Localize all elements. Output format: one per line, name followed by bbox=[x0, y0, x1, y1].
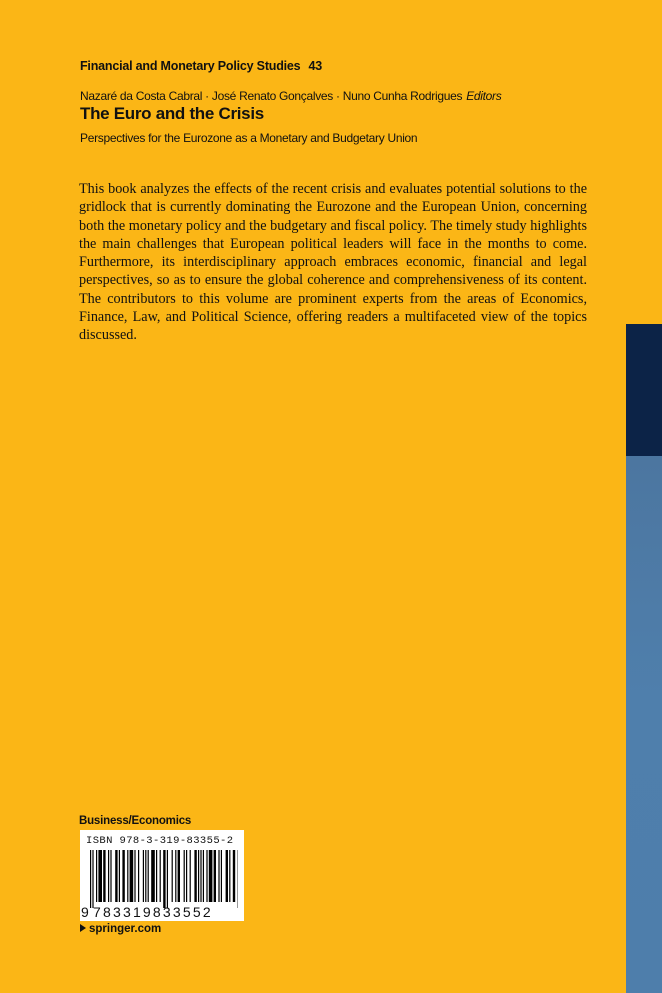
series-number: 43 bbox=[308, 59, 322, 73]
publisher-link[interactable] bbox=[80, 923, 161, 935]
arrow-right-icon bbox=[80, 924, 86, 932]
blurb-paragraph: This book analyzes the effects of the recent crisis and evaluates potential solutions to the gridlock that is currently dominating the Eurozone and the European Union, concerning both the monetary policy and the budgetary and fiscal policy. The timely study highlights the main challenges that European political leaders will face in the months to come. Furthermore, its interdisciplinary approach embraces economic, financial and legal perspectives, so as to ensure the global coherence and comprehensiveness of its content. The contributors to this volume are prominent experts from the areas of Economics, Finance, Law, and Political Science, offering readers a multifaceted view of the topics discussed. bbox=[79, 181, 587, 344]
category-label: Business/Economics bbox=[79, 815, 192, 827]
barcode-bars bbox=[90, 850, 238, 908]
publisher-link-label: springer.com bbox=[89, 923, 162, 935]
book-title: The Euro and the Crisis bbox=[80, 104, 264, 123]
editors-line bbox=[80, 89, 501, 103]
ean-first-digit: 9 bbox=[81, 904, 89, 920]
ean-digits: 783319833552 bbox=[93, 904, 213, 920]
isbn-text: ISBN 978-3-319-83355-2 bbox=[86, 835, 234, 847]
spine-band-dark bbox=[626, 324, 662, 456]
spine-band-light bbox=[626, 456, 662, 993]
series-name: Financial and Monetary Policy Studies bbox=[80, 59, 301, 73]
editors-role: Editors bbox=[466, 89, 502, 103]
book-subtitle: Perspectives for the Eurozone as a Monetary and Budgetary Union bbox=[80, 131, 418, 145]
editor-names: Nazaré da Costa Cabral · José Renato Gonçalves · Nuno Cunha Rodrigues bbox=[80, 89, 463, 103]
series-line bbox=[80, 59, 322, 73]
barcode bbox=[80, 830, 244, 921]
